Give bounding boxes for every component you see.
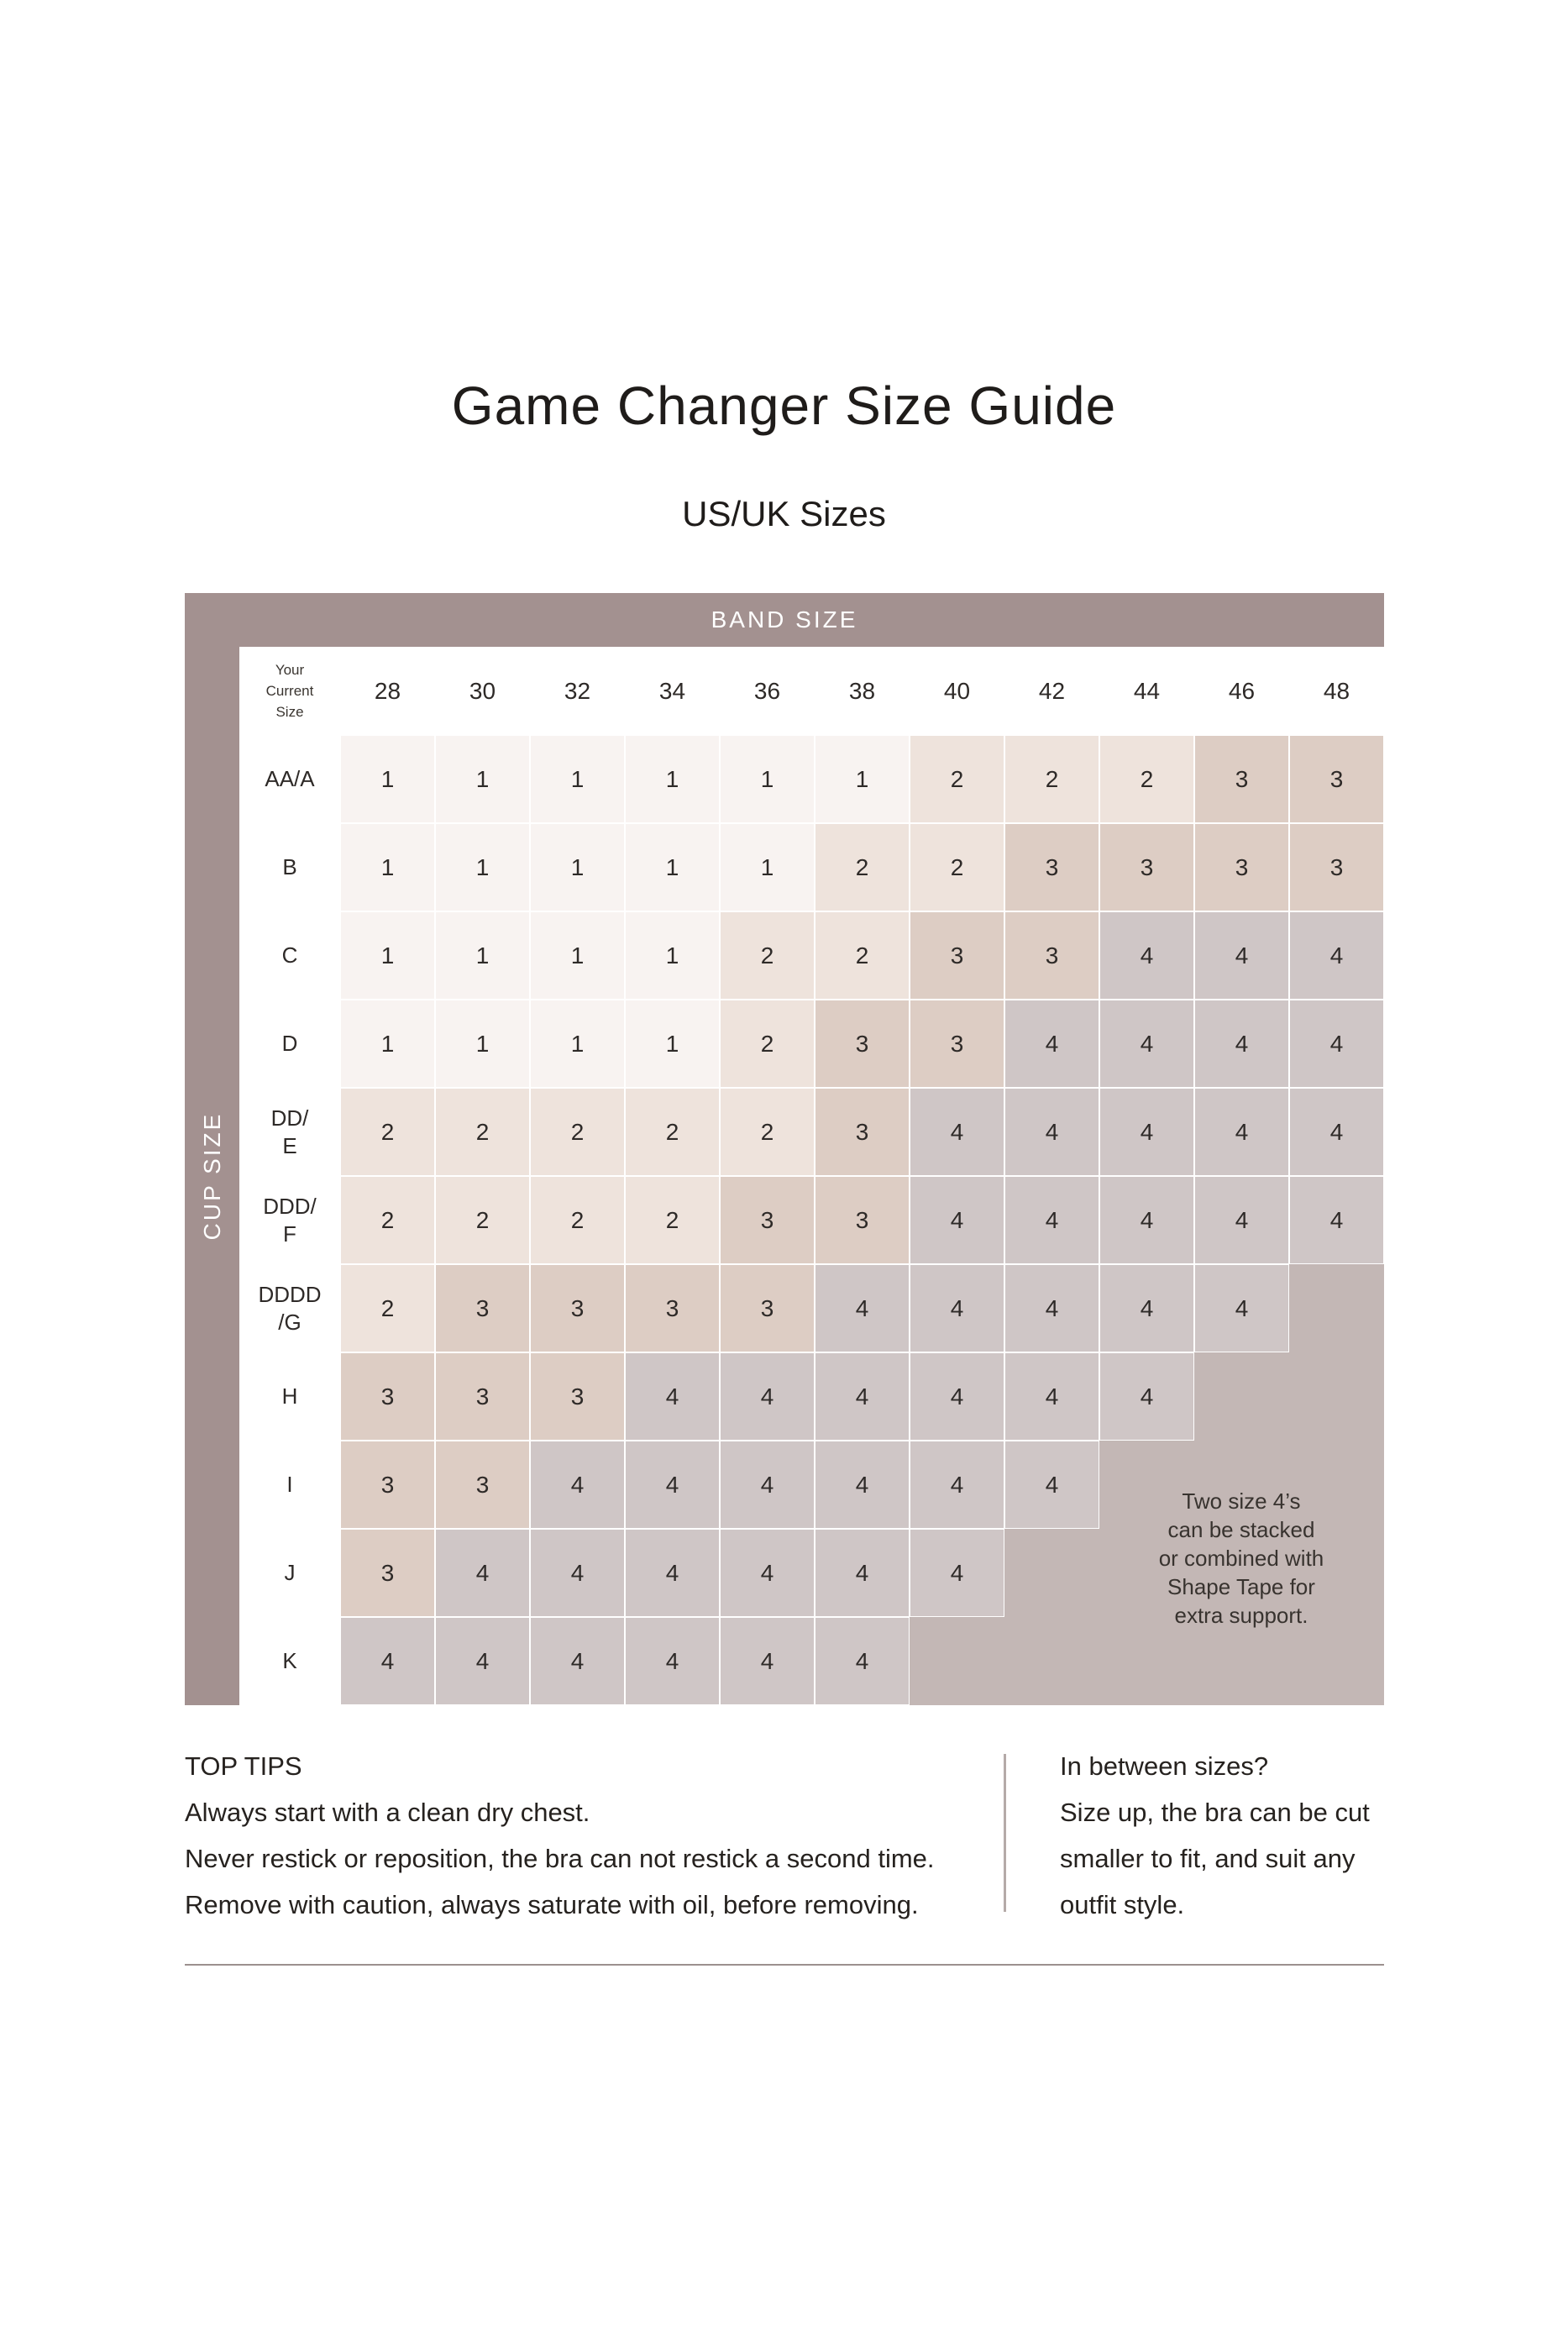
between-sizes-section [1060, 1743, 1413, 1928]
size-table-row [239, 1264, 1384, 1352]
size-cell: 4 [815, 1264, 910, 1352]
cup-size-row-label: C [239, 911, 340, 1000]
size-cell: 3 [340, 1529, 435, 1617]
size-cell: 3 [720, 1264, 815, 1352]
top-tips-line: Remove with caution, always saturate with oil, before removing. [185, 1890, 919, 1919]
size-cell: 4 [910, 1088, 1004, 1176]
size-cell: 2 [910, 823, 1004, 911]
size-cell: 3 [435, 1441, 530, 1529]
size-cell: 4 [530, 1529, 625, 1617]
page-subtitle: US/UK Sizes [682, 494, 886, 533]
empty-region-cell [1194, 1352, 1384, 1441]
size-cell: 4 [1194, 1088, 1289, 1176]
size-cell: 3 [910, 911, 1004, 1000]
size-cell: 4 [1099, 911, 1194, 1000]
size-cell: 2 [815, 823, 910, 911]
cup-size-row-label: H [239, 1352, 340, 1441]
cup-size-row-label: DDDD /G [239, 1264, 340, 1352]
size-cell: 4 [1004, 1441, 1099, 1529]
footer-rule [185, 1964, 1384, 1966]
size-cell: 1 [530, 911, 625, 1000]
size-cell: 2 [625, 1176, 720, 1264]
current-size-corner-label: Your Current Size [239, 647, 340, 735]
size-table-row [239, 1176, 1384, 1264]
size-cell: 4 [720, 1529, 815, 1617]
size-table-row [239, 1617, 1384, 1705]
size-cell: 3 [1099, 823, 1194, 911]
size-cell: 4 [815, 1617, 910, 1705]
cup-size-row-label: DD/ E [239, 1088, 340, 1176]
size-cell: 1 [435, 823, 530, 911]
size-cell: 4 [815, 1441, 910, 1529]
size-cell: 3 [340, 1441, 435, 1529]
size-cell: 3 [1289, 735, 1384, 823]
size-cell: 3 [625, 1264, 720, 1352]
size-cell: 2 [1099, 735, 1194, 823]
size-cell: 1 [435, 911, 530, 1000]
size-table-row [239, 1088, 1384, 1176]
band-size-column-header: 36 [720, 647, 815, 735]
size-cell: 4 [815, 1352, 910, 1441]
band-size-column-header: 34 [625, 647, 720, 735]
size-cell: 3 [435, 1352, 530, 1441]
size-cell: 2 [435, 1176, 530, 1264]
cup-size-row-label: I [239, 1441, 340, 1529]
size-cell: 4 [530, 1617, 625, 1705]
size-cell: 3 [435, 1264, 530, 1352]
top-tips-heading: TOP TIPS [185, 1751, 302, 1781]
size-cell: 4 [1004, 1352, 1099, 1441]
size-cell: 4 [1194, 1176, 1289, 1264]
cup-size-row-label: J [239, 1529, 340, 1617]
size-cell: 4 [720, 1441, 815, 1529]
size-cell: 4 [435, 1617, 530, 1705]
page-title: Game Changer Size Guide [451, 375, 1117, 436]
size-cell: 2 [625, 1088, 720, 1176]
size-cell: 1 [340, 1000, 435, 1088]
size-cell: 2 [910, 735, 1004, 823]
size-cell: 3 [1194, 735, 1289, 823]
size-cell: 1 [435, 1000, 530, 1088]
size-cell: 4 [1289, 1088, 1384, 1176]
size-cell: 2 [530, 1088, 625, 1176]
top-tips-line: Never restick or reposition, the bra can not restick a second time. [185, 1844, 935, 1873]
size-cell: 3 [910, 1000, 1004, 1088]
size-table-row [239, 735, 1384, 823]
size-cell: 2 [1004, 735, 1099, 823]
size-cell: 2 [340, 1176, 435, 1264]
table-header-row [239, 647, 1384, 735]
size-cell: 3 [815, 1176, 910, 1264]
between-sizes-line: Size up, the bra can be cut [1060, 1798, 1370, 1827]
size-cell: 1 [625, 911, 720, 1000]
size-cell: 4 [720, 1352, 815, 1441]
cup-size-axis [185, 647, 239, 1705]
size-cell: 4 [1004, 1176, 1099, 1264]
cup-size-row-label: DDD/ F [239, 1176, 340, 1264]
band-size-column-header: 30 [435, 647, 530, 735]
stacking-note: Two size 4’s can be stacked or combined with Shape Tape for extra support. [1158, 1488, 1324, 1628]
size-cell: 1 [530, 735, 625, 823]
size-cell: 3 [1289, 823, 1384, 911]
size-cell: 1 [720, 735, 815, 823]
size-cell: 4 [910, 1352, 1004, 1441]
size-cell: 1 [340, 823, 435, 911]
size-cell: 2 [720, 1000, 815, 1088]
band-size-column-header: 38 [815, 647, 910, 735]
size-cell: 3 [530, 1352, 625, 1441]
size-cell: 4 [1099, 1088, 1194, 1176]
band-size-column-header: 46 [1194, 647, 1289, 735]
size-cell: 1 [815, 735, 910, 823]
size-cell: 4 [340, 1617, 435, 1705]
size-cell: 4 [435, 1529, 530, 1617]
tips-divider [1004, 1754, 1006, 1912]
between-sizes-line: smaller to fit, and suit any [1060, 1844, 1356, 1873]
band-size-header: BAND SIZE [185, 593, 1384, 647]
size-cell: 3 [1194, 823, 1289, 911]
cup-size-row-label: AA/A [239, 735, 340, 823]
size-cell: 4 [910, 1529, 1004, 1617]
cup-size-row-label: K [239, 1617, 340, 1705]
size-cell: 1 [625, 735, 720, 823]
size-cell: 4 [815, 1529, 910, 1617]
size-cell: 1 [340, 911, 435, 1000]
size-cell: 3 [530, 1264, 625, 1352]
size-cell: 2 [340, 1088, 435, 1176]
size-cell: 4 [1289, 911, 1384, 1000]
size-cell: 2 [435, 1088, 530, 1176]
size-cell: 2 [720, 1088, 815, 1176]
size-cell: 3 [1004, 823, 1099, 911]
size-cell: 4 [530, 1441, 625, 1529]
size-cell: 1 [530, 823, 625, 911]
size-cell: 4 [910, 1176, 1004, 1264]
band-size-column-header: 40 [910, 647, 1004, 735]
size-cell: 4 [625, 1617, 720, 1705]
between-sizes-line: outfit style. [1060, 1890, 1185, 1919]
size-cell: 4 [1099, 1264, 1194, 1352]
size-cell: 4 [1004, 1264, 1099, 1352]
size-cell: 3 [815, 1088, 910, 1176]
size-cell: 4 [1289, 1176, 1384, 1264]
size-cell: 1 [720, 823, 815, 911]
size-cell: 1 [435, 735, 530, 823]
size-table-row [239, 1352, 1384, 1441]
size-table-row [239, 1000, 1384, 1088]
size-cell: 4 [1194, 1264, 1289, 1352]
size-cell: 1 [340, 735, 435, 823]
cup-size-row-label: B [239, 823, 340, 911]
size-cell: 4 [625, 1441, 720, 1529]
top-tips-section [185, 1743, 974, 1928]
size-cell: 2 [815, 911, 910, 1000]
empty-region-cell [1289, 1264, 1384, 1352]
size-cell: 4 [1289, 1000, 1384, 1088]
between-sizes-heading: In between sizes? [1060, 1751, 1269, 1781]
size-cell: 4 [1004, 1088, 1099, 1176]
size-cell: 2 [530, 1176, 625, 1264]
size-cell: 1 [625, 823, 720, 911]
size-cell: 4 [1099, 1000, 1194, 1088]
top-tips-line: Always start with a clean dry chest. [185, 1798, 590, 1827]
size-cell: 3 [340, 1352, 435, 1441]
band-size-column-header: 44 [1099, 647, 1194, 735]
band-size-column-header: 48 [1289, 647, 1384, 735]
size-cell: 4 [910, 1264, 1004, 1352]
size-cell: 3 [720, 1176, 815, 1264]
cup-size-row-label: D [239, 1000, 340, 1088]
size-cell: 4 [1004, 1000, 1099, 1088]
band-size-column-header: 42 [1004, 647, 1099, 735]
size-cell: 2 [720, 911, 815, 1000]
cup-size-axis-label: CUP SIZE [198, 1111, 225, 1241]
size-cell: 1 [625, 1000, 720, 1088]
size-cell: 4 [625, 1529, 720, 1617]
size-cell: 4 [1194, 1000, 1289, 1088]
size-cell: 1 [530, 1000, 625, 1088]
size-table-row [239, 911, 1384, 1000]
size-guide-table [185, 593, 1384, 1705]
band-size-column-header: 32 [530, 647, 625, 735]
size-cell: 4 [720, 1617, 815, 1705]
empty-region-cell [910, 1617, 1384, 1705]
size-table-row [239, 823, 1384, 911]
size-cell: 4 [1194, 911, 1289, 1000]
size-cell: 3 [1004, 911, 1099, 1000]
size-cell: 4 [1099, 1176, 1194, 1264]
size-cell: 4 [625, 1352, 720, 1441]
size-cell: 3 [815, 1000, 910, 1088]
band-size-column-header: 28 [340, 647, 435, 735]
size-cell: 2 [340, 1264, 435, 1352]
size-cell: 4 [910, 1441, 1004, 1529]
size-cell: 4 [1099, 1352, 1194, 1441]
